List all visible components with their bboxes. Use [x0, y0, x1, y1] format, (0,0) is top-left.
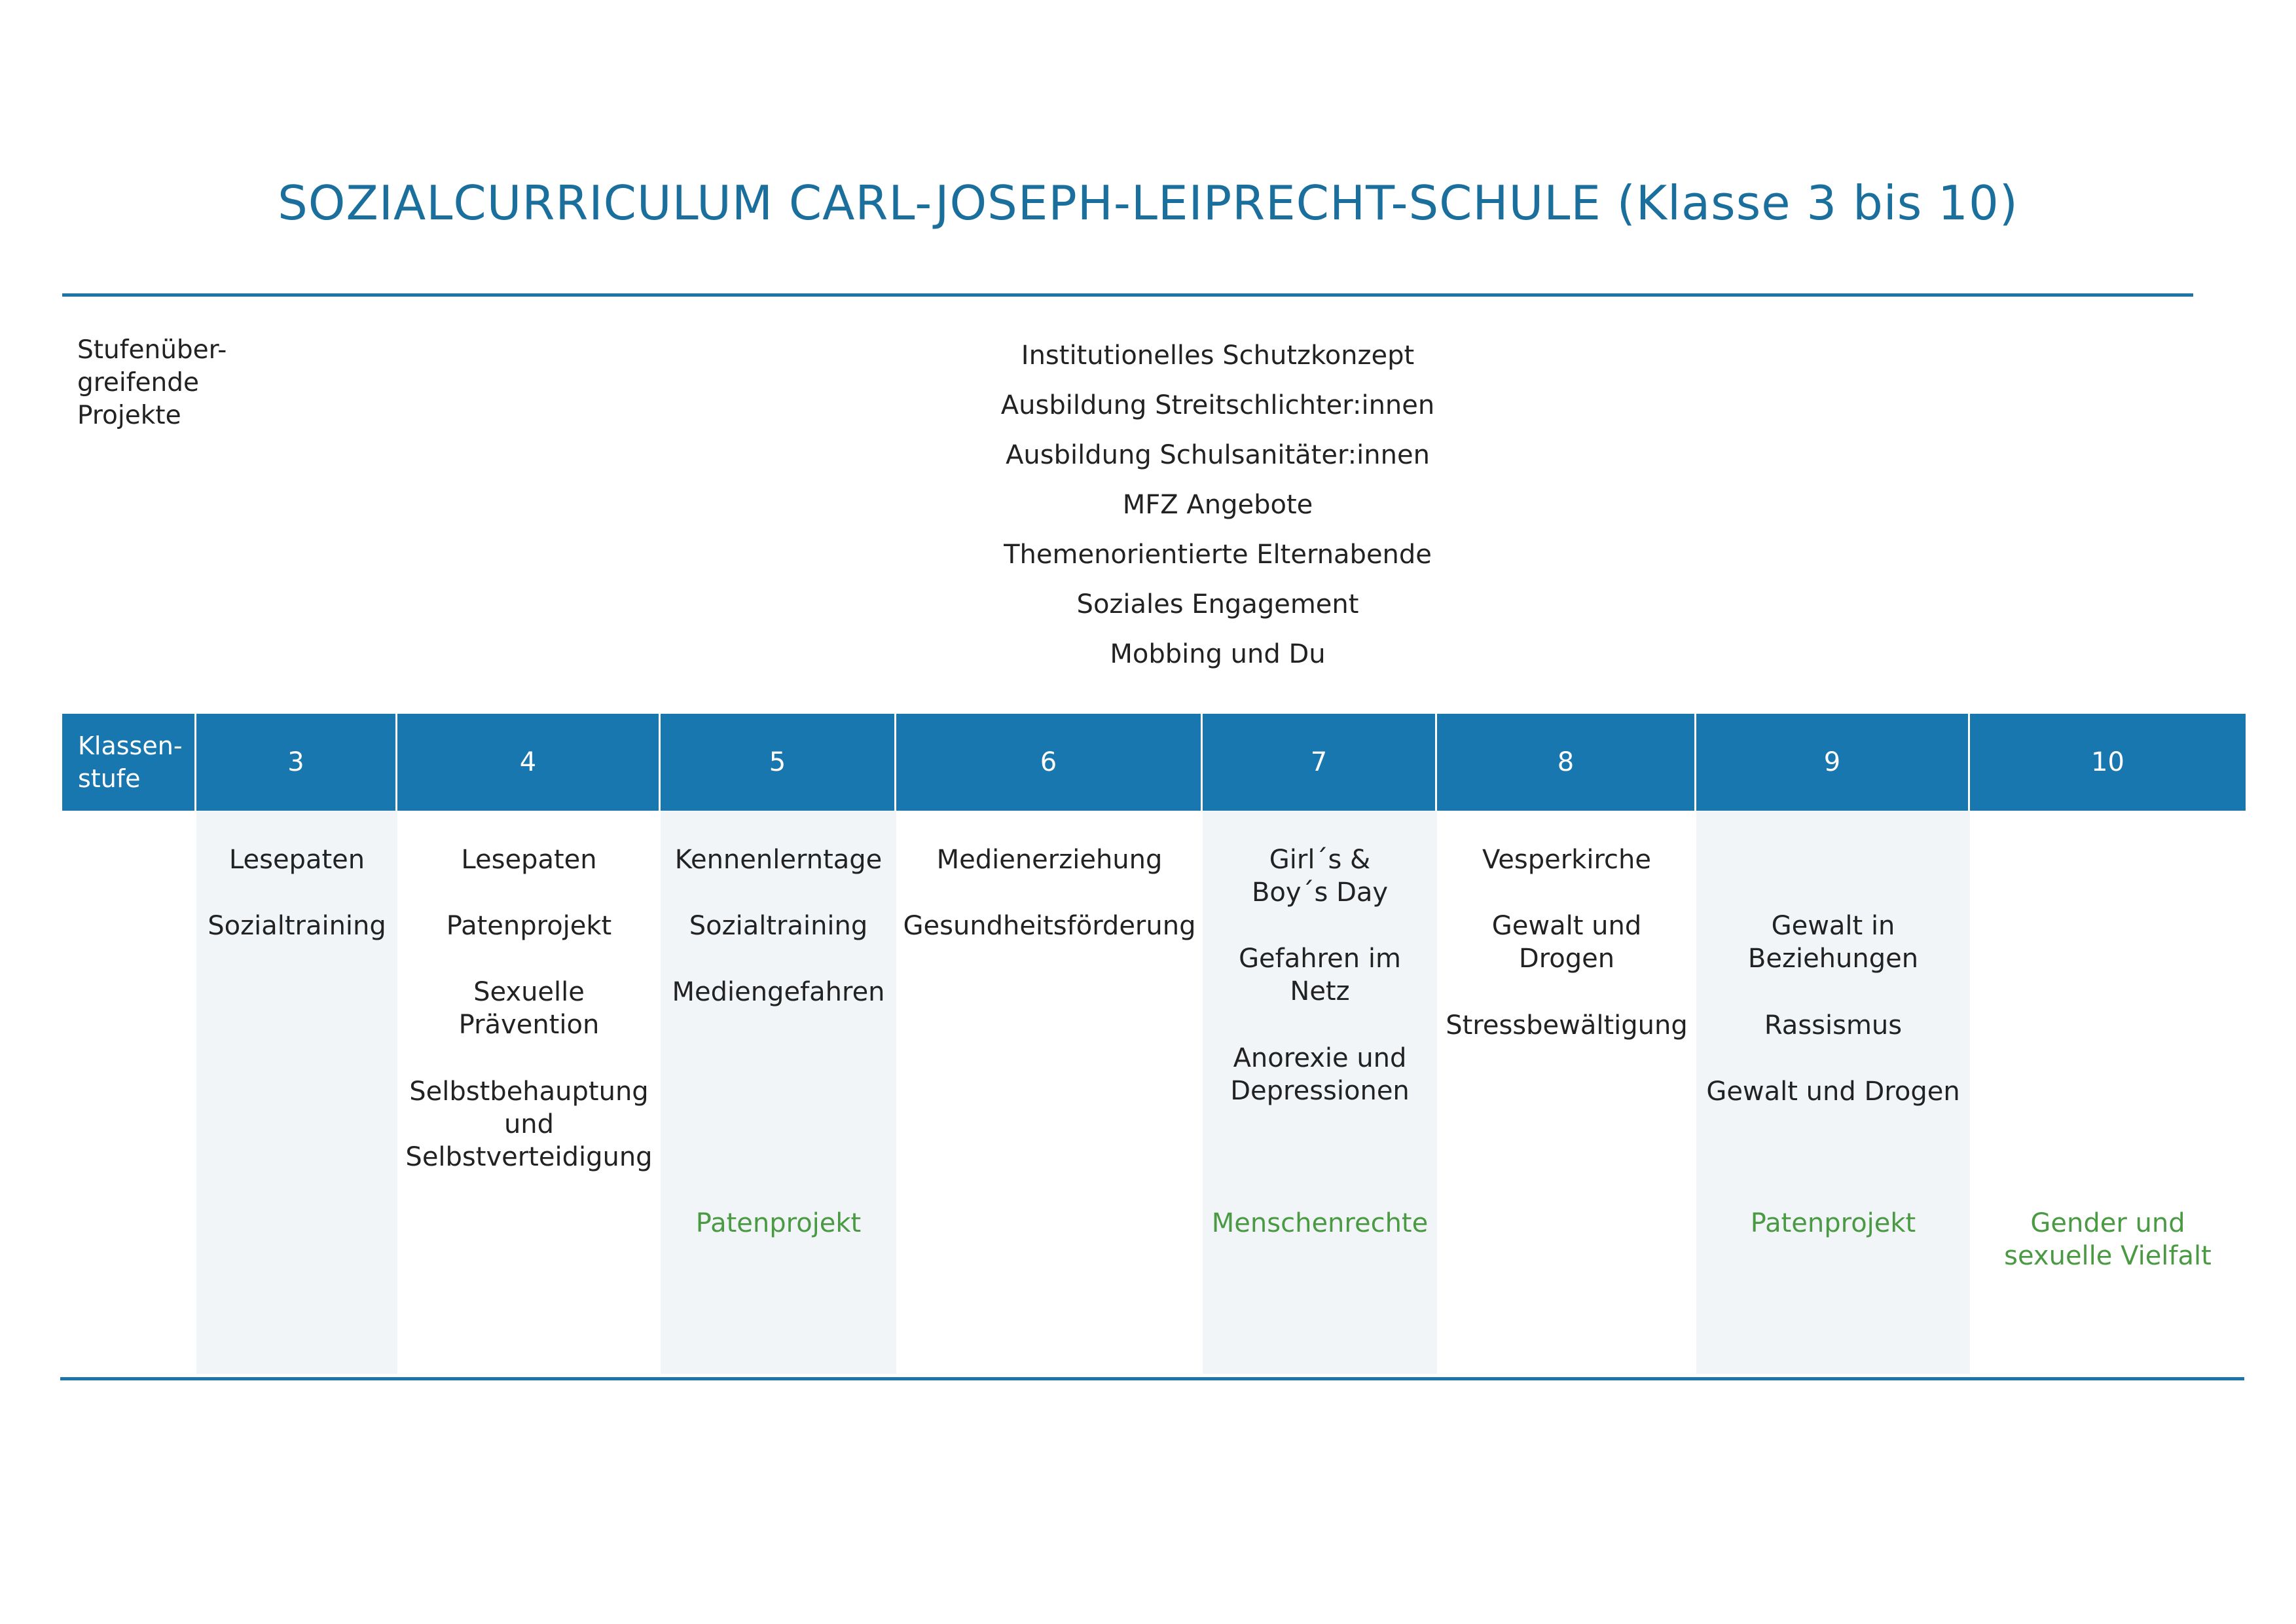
list-item: Patenprojekt [446, 911, 612, 941]
cross-project-item: Mobbing und Du [1110, 639, 1326, 669]
list-item: Patenprojekt [1750, 1208, 1916, 1238]
list-item: Gewalt in Beziehungen [1747, 911, 1919, 974]
list-item: Rassismus [1764, 1010, 1903, 1041]
list-item: Gender und sexuelle Vielfalt [2004, 1208, 2212, 1271]
grade-column-8 [1437, 811, 1696, 1374]
grade-header-3: 3 [196, 714, 397, 811]
grade-header-6: 6 [896, 714, 1203, 811]
page-title: SOZIALCURRICULUM CARL-JOSEPH-LEIPRECHT-SCHULE (Klasse 3 bis 10) [278, 175, 2018, 231]
list-item: Girl´s & Boy´s Day [1251, 845, 1389, 908]
grade-header-7: 7 [1203, 714, 1437, 811]
bottom-divider [60, 1377, 2244, 1380]
top-divider [62, 293, 2193, 297]
list-item: Sozialtraining [208, 911, 386, 941]
list-item: Selbstbehauptung und Selbstverteidigung [405, 1077, 653, 1172]
grade-column-7 [1203, 811, 1437, 1374]
grade-header-8: 8 [1437, 714, 1696, 811]
grade-header-10: 10 [2091, 747, 2124, 777]
grade-column-5 [661, 811, 896, 1374]
cross-project-item: MFZ Angebote [1122, 490, 1313, 520]
grade-header-4: 4 [397, 714, 661, 811]
header-label: Klassen- stufe [62, 714, 196, 811]
cross-project-item: Ausbildung Schulsanitäter:innen [1006, 440, 1430, 470]
list-item: Sozialtraining [689, 911, 868, 941]
list-item: Medienerziehung [936, 845, 1163, 875]
list-item: Menschenrechte [1211, 1208, 1429, 1238]
cross-project-item: Ausbildung Streitschlichter:innen [1000, 390, 1435, 420]
list-item: Gesundheitsförderung [903, 911, 1196, 941]
cross-project-item: Themenorientierte Elternabende [1004, 540, 1432, 570]
list-item: Stressbewältigung [1446, 1010, 1688, 1041]
grade-column-6 [896, 811, 1203, 1374]
list-item: Anorexie und Depressionen [1230, 1043, 1410, 1106]
list-item: Lesepaten [228, 845, 365, 875]
list-item: Gewalt und Drogen [1706, 1077, 1960, 1107]
list-item: Lesepaten [461, 845, 597, 875]
list-item: Kennenlerntage [674, 845, 883, 875]
grade-header-5: 5 [661, 714, 896, 811]
grade-column-9 [1696, 811, 1970, 1374]
list-item: Mediengefahren [672, 977, 885, 1007]
cross-projects-label: Stufenüber- greifende Projekte [77, 335, 227, 430]
grade-table [62, 714, 2246, 1369]
cross-projects-list [949, 331, 1486, 679]
list-item: Vesperkirche [1482, 845, 1651, 875]
cross-project-item: Institutionelles Schutzkonzept [1021, 341, 1415, 371]
grade-column-4 [397, 811, 661, 1374]
cross-project-item: Soziales Engagement [1076, 589, 1359, 619]
table-header [62, 714, 2246, 811]
grade-header-9: 9 [1696, 714, 1970, 811]
list-item: Gefahren im Netz [1239, 944, 1401, 1006]
grade-column-10 [1970, 811, 2246, 1374]
grade-column-3 [196, 811, 397, 1374]
list-item: Gewalt und Drogen [1491, 911, 1642, 974]
list-item: Patenprojekt [695, 1208, 862, 1238]
list-item: Sexuelle Prävention [458, 977, 600, 1040]
